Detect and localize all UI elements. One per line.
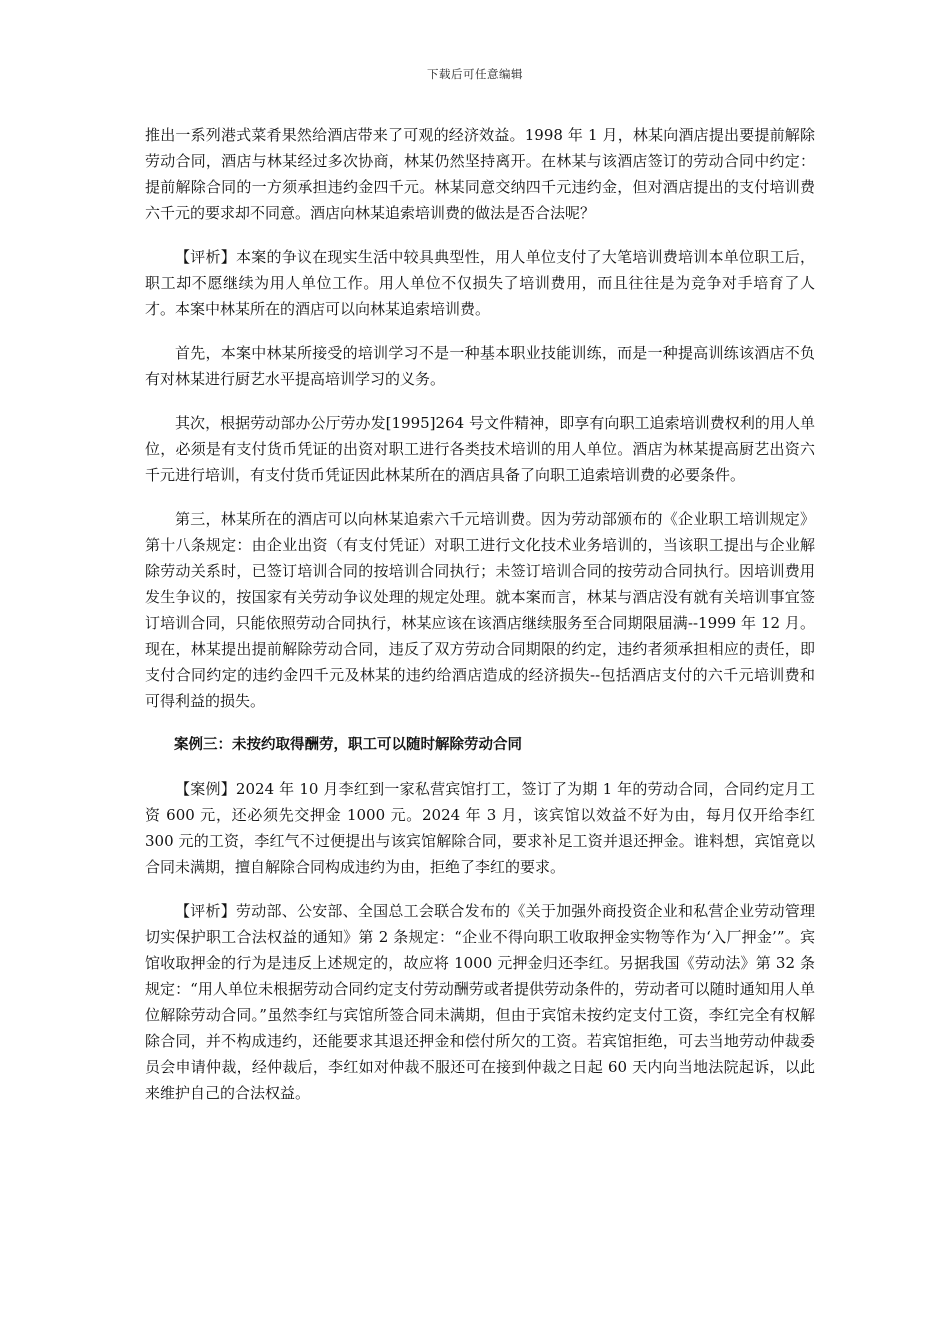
- paragraph-analysis: 【评析】本案的争议在现实生活中较具典型性，用人单位支付了大笔培训费培训本单位职工后，职工却不愿继续为用人单位工作。用人单位不仅损失了培训费用，而且往往是为竞争对手培育了人才。本案中林某所在的酒店可以向林某追索培训费。: [145, 248, 815, 318]
- document-body: [145, 122, 815, 1124]
- section-heading-case-three: 案例三：未按约取得酬劳，职工可以随时解除劳动合同: [174, 737, 522, 753]
- paragraph-first-point: 首先，本案中林某所接受的培训学习不是一种基本职业技能训练，而是一种提高训练该酒店不负有对林某进行厨艺水平提高培训学习的义务。: [145, 344, 815, 388]
- page-header: 下载后可任意编辑: [427, 67, 523, 81]
- paragraph-case-background: 推出一系列港式菜肴果然给酒店带来了可观的经济效益。1998 年 1 月，林某向酒店提出要提前解除劳动合同，酒店与林某经过多次协商，林某仍然坚持离开。在林某与该酒店签订的劳动合同中约定：提前解除合同的一方须承担违约金四千元。林某同意交纳四千元违约金，但对酒店提出的支付培训费六千元的要求却不同意。酒店向林某追索培训费的做法是否合法呢？: [145, 126, 815, 222]
- paragraph-third-point: 第三，林某所在的酒店可以向林某追索六千元培训费。因为劳动部颁布的《企业职工培训规定》第十八条规定：由企业出资（有支付凭证）对职工进行文化技术业务培训的，当该职工提出与企业解除劳动关系时，已签订培训合同的按培训合同执行；未签订培训合同的按劳动合同执行。因培训费用发生争议的，按国家有关劳动争议处理的规定处理。就本案而言，林某与酒店没有就有关培训事宜签订培训合同，只能依照劳动合同执行，林某应该在该酒店继续服务至合同期限届满--1999 年 12 月。现在，林某提出提前解除劳动合同，违反了双方劳动合同期限的约定，违约者须承担相应的责任，即支付合同约定的违约金四千元及林某的违约给酒店造成的经济损失--包括酒店支付的六千元培训费和可得利益的损失。: [145, 510, 815, 710]
- paragraph-case-three-analysis: 【评析】劳动部、公安部、全国总工会联合发布的《关于加强外商投资企业和私营企业劳动管理切实保护职工合法权益的通知》第 2 条规定：“企业不得向职工收取押金实物等作为‘入厂押金’”。宾馆收取押金的行为是违反上述规定的，故应将 1000 元押金归还李红。另据我国《劳动法》第 32 条规定：“用人单位未根据劳动合同约定支付劳动酬劳或者提供劳动条件的，劳动者可以随时通知用人单位解除劳动合同。”虽然李红与宾馆所签合同未满期，但由于宾馆未按约定支付工资，李红完全有权解除合同，并不构成违约，还能要求其退还押金和偿付所欠的工资。若宾馆拒绝，可去当地劳动仲裁委员会申请仲裁，经仲裁后，李红如对仲裁不服还可在接到仲裁之日起 60 天内向当地法院起诉，以此来维护自己的合法权益。: [145, 902, 815, 1102]
- paragraph-second-point: 其次，根据劳动部办公厅劳办发[1995]264 号文件精神，即享有向职工追索培训费权利的用人单位，必须是有支付货币凭证的出资对职工进行各类技术培训的用人单位。酒店为林某提高厨艺出资六千元进行培训，有支付货币凭证因此林某所在的酒店具备了向职工追索培训费的必要条件。: [145, 414, 815, 484]
- paragraph-case-three: 【案例】2024 年 10 月李红到一家私营宾馆打工，签订了为期 1 年的劳动合同，合同约定月工资 600 元，还必须先交押金 1000 元。2024 年 3 月，该宾馆以效益不好为由，每月仅开给李红 300 元的工资，李红气不过便提出与该宾馆解除合同，要求补足工资并退还押金。谁料想，宾馆竟以合同未满期，擅自解除合同构成违约为由，拒绝了李红的要求。: [145, 780, 815, 876]
